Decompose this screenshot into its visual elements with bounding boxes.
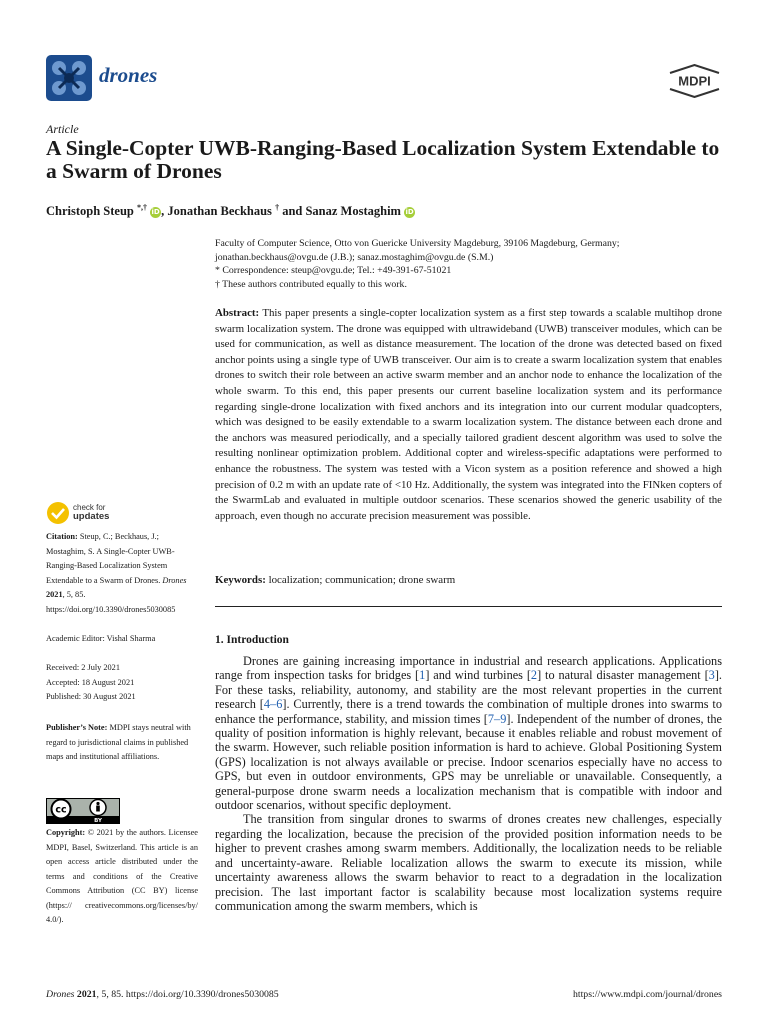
affiliation-line: Faculty of Computer Science, Otto von Guericke University Magdeburg, 39106 Magdeburg, Germany; bbox=[215, 238, 620, 249]
paragraph-text: Drones are gaining increasing importance in industrial and research applications. Applications range from inspection tasks for bridges [ bbox=[215, 654, 722, 683]
affiliation-emails[interactable]: jonathan.beckhaus@ovgu.de (J.B.); sanaz.mostaghim@ovgu.de (S.M.) bbox=[215, 252, 494, 263]
author-list bbox=[46, 203, 415, 219]
check-updates-line1: check for bbox=[73, 503, 106, 512]
citation-label: Citation: bbox=[46, 532, 78, 541]
citation-doi[interactable]: , 5, 85. https://doi.org/10.3390/drones5030085 bbox=[46, 590, 176, 614]
check-updates-line2: updates bbox=[73, 511, 110, 522]
citation-text: Steup, C.; Beckhaus, J.; Mostaghim, S. A Single-Copter UWB-Ranging-Based Localization System Extendable to a Swarm of Drones. bbox=[46, 532, 175, 585]
orcid-icon[interactable]: iD bbox=[151, 208, 160, 217]
author-separator: and bbox=[279, 204, 306, 219]
publisher-note bbox=[46, 721, 198, 765]
mdpi-logo-icon[interactable] bbox=[667, 64, 722, 98]
reference-link[interactable]: 1 bbox=[419, 668, 426, 683]
paragraph-text: ] and wind turbines [ bbox=[425, 668, 531, 683]
reference-link[interactable]: 7–9 bbox=[487, 711, 507, 726]
orcid-icon[interactable]: iD bbox=[405, 208, 414, 217]
abstract-text: This paper presents a single-copter localization system as a first step towards a scalable multihop drone swarm localization system. The drone was equipped with ultrawideband (UWB) transceiver modules, which can be used for communication, as well as distance measurement. The location of the drone was detected based on fixed anchor points using a single type of UWB transceiver. Our aim is to create a swarm localization system that enables drones to switch their role between an active swarm member and an anchor node to enhance the localization of the whole swarm. To this end, this paper presents our current baseline localization system and its performance regarding single-drone localization with fixed anchors and its integration into our current modular quadcopters, which was designed to be easily extendable to a swarm localization system. The distance between each drone and the anchors was measured periodically, and a specially tailored gradient descent algorithm was used to solve the resulting nonlinear optimization problem. Additional copter and wireless-specific adaptations were performed to enhance the robustness. The system was tested with a Vicon system as a position reference and showed a high precision of 0.2 m with an update rate of <10 Hz. Additionally, the system was integrated into the FINken copters of the SwarmLab and evaluated in multiple outdoor scenarios. These scenarios showed the generic usability of the approach, even though no accurate precision measurement was possible. bbox=[215, 307, 722, 522]
citation-journal: Drones bbox=[162, 575, 187, 585]
author-name: Christoph Steup bbox=[46, 204, 134, 219]
check-for-updates-badge[interactable] bbox=[46, 499, 156, 529]
correspondence-note: * Correspondence: steup@ovgu.de; Tel.: +49-391-67-51021 bbox=[215, 265, 452, 276]
paragraph-text: ]. For these tasks, reliability, autonomy, and stability are the most relevant properties in the current research [ bbox=[215, 668, 722, 712]
copyright-text: © 2021 by the authors. Licensee MDPI, Basel, Switzerland. This article is an open access article distributed under the terms and conditions of the Creative Commons Attribution (CC BY) license (https:// creativecommons.org/licenses/by/ 4.0/). bbox=[46, 828, 198, 924]
paragraph-text: ]. Currently, there is a trend towards the combination of multiple drones into swarms to enhance the performance, stability, and mission times [ bbox=[215, 697, 722, 726]
footer-journal: Drones bbox=[46, 989, 75, 1000]
author-name: Sanaz Mostaghim bbox=[305, 204, 401, 219]
section-divider bbox=[215, 606, 722, 607]
footer-citation bbox=[46, 989, 279, 1000]
abstract-label: Abstract: bbox=[215, 307, 260, 319]
section-heading-introduction: 1. Introduction bbox=[215, 634, 289, 646]
author-marks: *,† bbox=[137, 203, 147, 212]
keywords-text: localization; communication; drone swarm bbox=[268, 574, 456, 586]
journal-name[interactable]: drones bbox=[99, 63, 158, 87]
reference-link[interactable]: 2 bbox=[530, 668, 538, 683]
reference-link[interactable]: 3 bbox=[708, 668, 715, 683]
author-marks: † bbox=[275, 203, 280, 212]
svg-text:BY: BY bbox=[94, 818, 102, 824]
keywords bbox=[215, 574, 455, 586]
published-date: Published: 30 August 2021 bbox=[46, 692, 136, 701]
author-separator: , bbox=[161, 204, 168, 219]
paper-title: A Single-Copter UWB-Ranging-Based Localization System Extendable to a Swarm of Drones bbox=[46, 136, 720, 183]
introduction-paragraph-1 bbox=[215, 654, 722, 812]
copyright-notice bbox=[46, 826, 198, 928]
paragraph-text: ]. Independent of the number of drones, the quality of position information is highly relevant, because it enables reliable and robust movement of the swarm. However, such reliable position information is hard to achieve. Global Positioning System (GPS) localization is not always available or precise. Indoor scenarios especially have no access to GPS, but even in outdoor environments, GPS may be unreliable or unavailable. Consequently, a general-purpose drone swarm needs a localization mechanism that is compatible with indoor and outdoor scenarios, without specific deployment. bbox=[215, 711, 722, 813]
footer-year: 2021 bbox=[74, 989, 97, 1000]
copyright-label: Copyright: bbox=[46, 828, 86, 837]
publisher-name: MDPI bbox=[678, 73, 711, 89]
cc-by-license-icon[interactable] bbox=[46, 798, 120, 824]
introduction-paragraph-2: The transition from singular drones to swarms of drones creates new challenges, especially regarding the localization, because the precision of the provided position information needs to be higher to prevent crashes among swarm members. Additionally, the localization needs to be reliable and uncertainty-aware. Reliable localization allows the swarm to execute its mission, while uncertainty awareness allows the swarm behavior to react to a degradation in the localization precision. The last important factor is scalability because most localization systems require communication among the swarm members, which is bbox=[215, 812, 722, 913]
drones-logo-icon bbox=[46, 55, 92, 101]
footer-journal-url[interactable]: https://www.mdpi.com/journal/drones bbox=[572, 989, 722, 1000]
academic-editor: Academic Editor: Vishal Sharma bbox=[46, 634, 156, 643]
paragraph-text: ] to natural disaster management [ bbox=[537, 668, 709, 683]
author-name: Jonathan Beckhaus bbox=[167, 204, 272, 219]
received-date: Received: 2 July 2021 bbox=[46, 663, 120, 672]
introduction-body bbox=[215, 654, 722, 913]
equal-contribution-note: † These authors contributed equally to this work. bbox=[215, 279, 407, 290]
publisher-note-label: Publisher’s Note: bbox=[46, 723, 108, 732]
svg-text:cc: cc bbox=[55, 804, 67, 816]
check-updates-icon bbox=[46, 501, 70, 525]
publication-dates bbox=[46, 661, 198, 705]
citation-block bbox=[46, 530, 198, 617]
reference-link[interactable]: 4–6 bbox=[263, 697, 283, 712]
publisher-note-text: MDPI stays neutral with regard to jurisdictional claims in published maps and institutional affiliations. bbox=[46, 723, 191, 761]
keywords-label: Keywords: bbox=[215, 574, 266, 586]
citation-year: 2021 bbox=[46, 590, 63, 599]
abstract bbox=[215, 306, 722, 524]
accepted-date: Accepted: 18 August 2021 bbox=[46, 677, 135, 687]
article-type: Article bbox=[46, 122, 79, 136]
footer-doi[interactable]: , 5, 85. https://doi.org/10.3390/drones5030085 bbox=[96, 989, 279, 1000]
